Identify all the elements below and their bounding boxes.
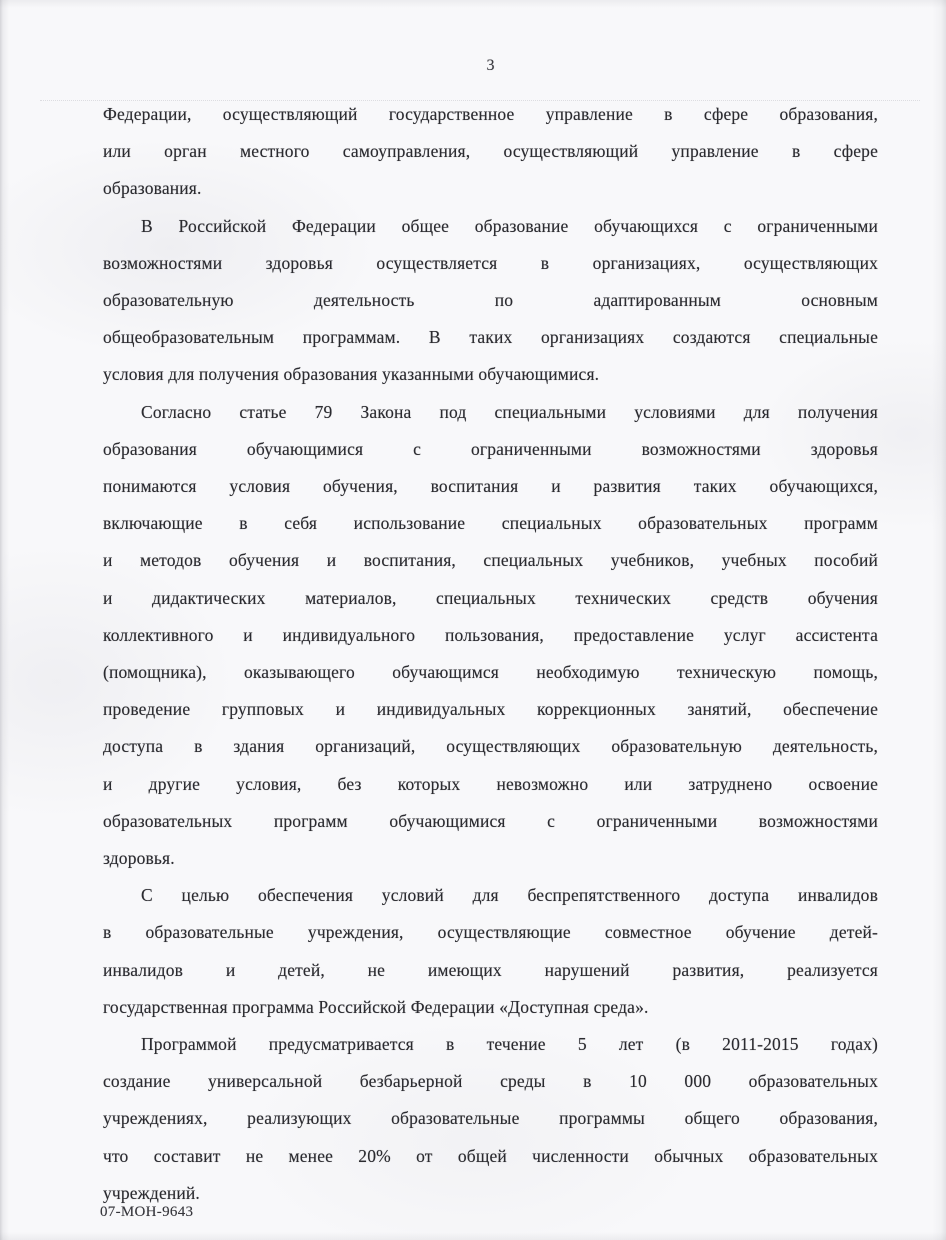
text-line: учреждениях, реализующих образовательные программы общего образования,: [103, 1108, 878, 1129]
text-line: условия для получения образования указанными обучающимися.: [103, 364, 600, 385]
text-line: общеобразовательным программам. В таких организациях создаются специальные: [103, 327, 878, 348]
text-line: возможностями здоровья осуществляется в организациях, осуществляющих: [103, 252, 878, 273]
text-line: и дидактических материалов, специальных технических средств обучения: [103, 587, 878, 608]
text-line: понимаются условия обучения, воспитания и развития таких обучающихся,: [103, 476, 878, 497]
text-line: Федерации, осуществляющий государственное управление в сфере образования,: [103, 104, 878, 124]
text-line: образовательных программ обучающимися с ограниченными возможностями: [103, 810, 878, 831]
text-line: образовательную деятельность по адаптированным основным: [103, 290, 878, 311]
text-line: в образовательные учреждения, осуществляющие совместное обучение детей-: [103, 922, 878, 943]
text-line: образования.: [103, 178, 202, 199]
text-line: Программой предусматривается в течение 5 лет (в 2011-2015 годах): [141, 1034, 878, 1055]
text-line: В Российской Федерации общее образование обучающихся с ограниченными: [141, 215, 878, 236]
text-line: или орган местного самоуправления, осуществляющий управление в сфере: [103, 141, 878, 162]
text-line: создание универсальной безбарьерной среды в 10 000 образовательных: [103, 1071, 878, 1092]
text-line: государственная программа Российской Федерации «Доступная среда».: [103, 996, 649, 1017]
paragraph: [103, 394, 878, 878]
document-reference-number: 07-МОН-9643: [100, 1204, 194, 1220]
text-line: что составит не менее 20% от общей численности обычных образовательных: [103, 1145, 878, 1166]
text-line: включающие в себя использование специальных образовательных программ: [103, 513, 878, 534]
text-line: учреждений.: [103, 1182, 200, 1203]
paragraph: [103, 96, 878, 208]
paragraph: [103, 1026, 878, 1212]
text-line: проведение групповых и индивидуальных коррекционных занятий, обеспечение: [103, 699, 878, 720]
text-line: С целью обеспечения условий для беспрепятственного доступа инвалидов: [141, 885, 878, 906]
paragraph: [103, 208, 878, 394]
text-line: (помощника), оказывающего обучающимся необходимую техническую помощь,: [103, 662, 878, 683]
text-line: и методов обучения и воспитания, специальных учебников, учебных пособий: [103, 550, 878, 571]
text-line: образования обучающимися с ограниченными возможностями здоровья: [103, 438, 878, 459]
paragraph: [103, 877, 878, 1026]
document-body: [103, 96, 878, 1212]
text-line: инвалидов и детей, не имеющих нарушений развития, реализуется: [103, 959, 878, 980]
text-line: коллективного и индивидуального пользования, предоставление услуг ассистента: [103, 624, 878, 645]
page-number: 3: [486, 57, 495, 74]
text-line: здоровья.: [103, 848, 175, 869]
text-line: и другие условия, без которых невозможно или затруднено освоение: [103, 773, 878, 794]
text-line: Согласно статье 79 Закона под специальными условиями для получения: [141, 401, 878, 422]
text-line: доступа в здания организаций, осуществляющих образовательную деятельность,: [103, 736, 878, 757]
